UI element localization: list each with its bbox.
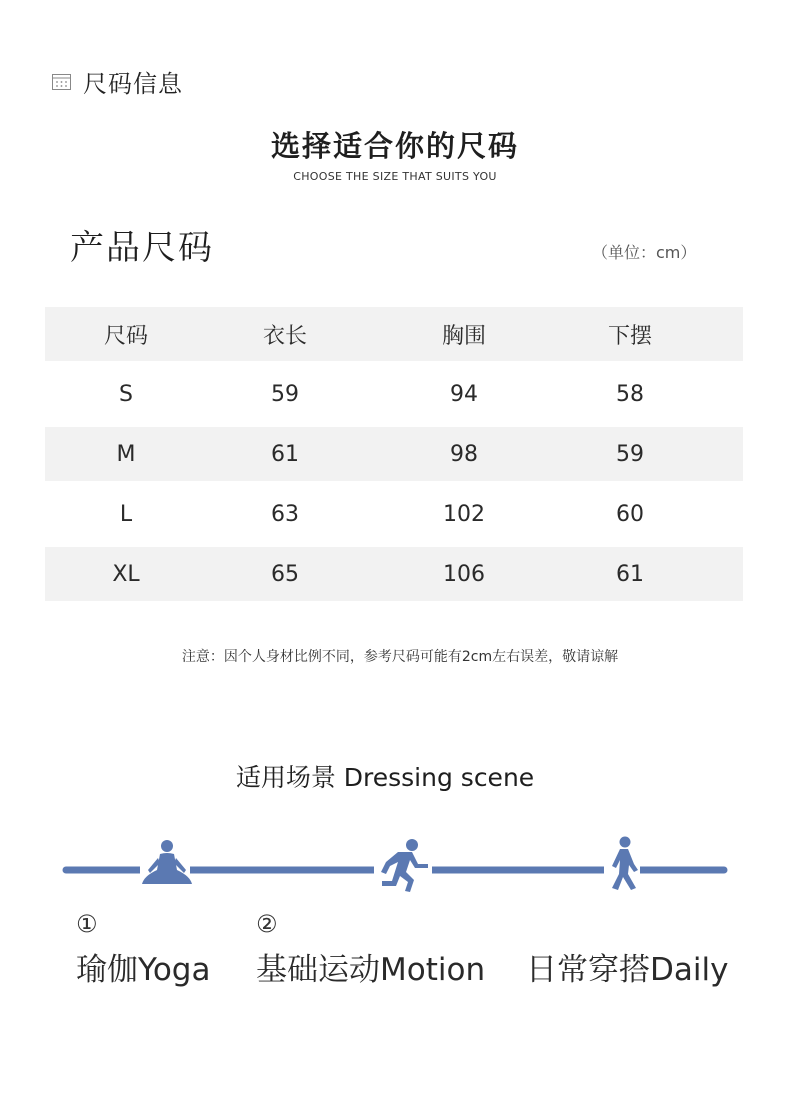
table-cell: 65 bbox=[271, 561, 299, 587]
size-table bbox=[45, 307, 743, 601]
table-row bbox=[45, 547, 743, 601]
size-footnote: 注意：因个人身材比例不同，参考尺码可能有2cm左右误差，敬请谅解 bbox=[181, 649, 619, 665]
table-cell: 59 bbox=[616, 441, 644, 467]
scene-number: ① bbox=[76, 910, 98, 938]
table-cell: S bbox=[119, 381, 133, 407]
scene-item-motion bbox=[256, 908, 485, 989]
table-cell: 106 bbox=[443, 561, 485, 587]
scene-label: 瑜伽Yoga bbox=[76, 952, 211, 988]
unit-note: （单位：cm） bbox=[592, 243, 697, 262]
table-cell: 63 bbox=[271, 501, 299, 527]
scene-label: 基础运动Motion bbox=[256, 952, 486, 988]
header-cell-length: 衣长 bbox=[262, 323, 308, 349]
table-row bbox=[45, 427, 743, 481]
table-cell: 61 bbox=[616, 561, 644, 587]
walking-icon bbox=[604, 837, 640, 891]
scene-number: ② bbox=[256, 910, 278, 938]
table-row bbox=[45, 361, 743, 427]
section-header bbox=[52, 64, 183, 99]
calendar-icon bbox=[52, 74, 71, 90]
scene-item-daily bbox=[526, 940, 728, 989]
scene-label: 日常穿搭Daily bbox=[526, 952, 729, 988]
table-cell: 58 bbox=[616, 381, 644, 407]
table-cell: 94 bbox=[450, 381, 478, 407]
header-cell-size: 尺码 bbox=[103, 323, 149, 349]
product-size-title: 产品尺码 bbox=[70, 228, 214, 268]
table-cell: 61 bbox=[271, 441, 299, 467]
yoga-icon bbox=[140, 840, 192, 884]
table-cell: 59 bbox=[271, 381, 299, 407]
table-cell: M bbox=[116, 441, 136, 467]
table-cell: 98 bbox=[450, 441, 478, 467]
table-cell: XL bbox=[112, 561, 140, 587]
table-cell: 102 bbox=[443, 501, 485, 527]
table-row bbox=[45, 481, 743, 547]
scene-item-yoga bbox=[76, 908, 210, 989]
running-icon bbox=[374, 839, 432, 892]
page-subtitle: CHOOSE THE SIZE THAT SUITS YOU bbox=[293, 170, 497, 183]
table-cell: 60 bbox=[616, 501, 644, 527]
scene-title: 适用场景 Dressing scene bbox=[235, 763, 535, 792]
header-cell-hem: 下摆 bbox=[607, 323, 653, 349]
header-cell-chest: 胸围 bbox=[441, 323, 487, 349]
page-title: 选择适合你的尺码 bbox=[270, 129, 519, 163]
section-title: 尺码信息 bbox=[83, 70, 183, 98]
table-cell: L bbox=[119, 501, 133, 527]
scene-timeline bbox=[0, 830, 790, 900]
table-header-row bbox=[45, 307, 743, 361]
